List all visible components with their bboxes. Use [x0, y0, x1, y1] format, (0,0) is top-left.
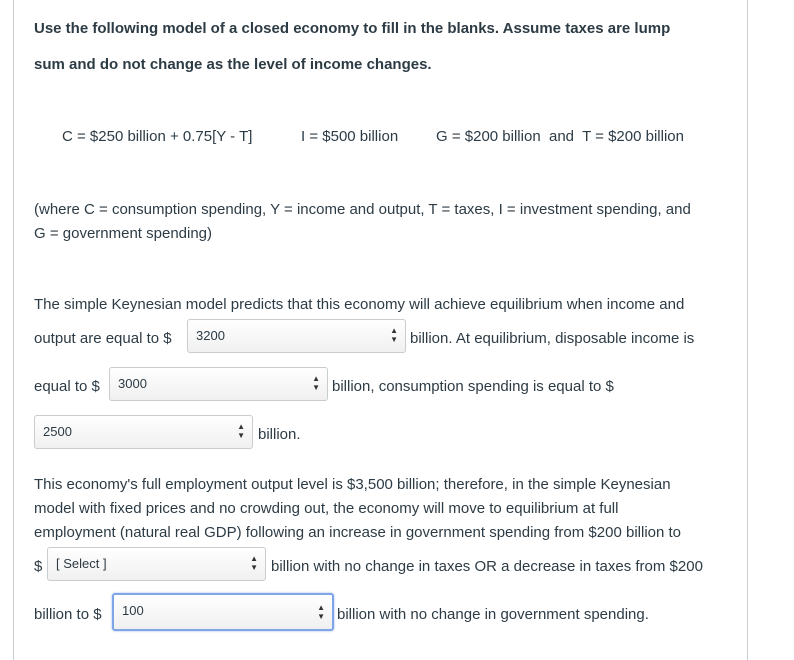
select-arrows-icon: ▲ ▼ — [237, 422, 245, 440]
intro-line-2: sum and do not change as the level of income changes. — [34, 56, 432, 73]
model-consumption: C = $250 billion + 0.75[Y - T] — [62, 128, 253, 145]
paragraph2-line-5b: billion with no change in government spending. — [337, 606, 649, 623]
select-arrows-icon: ▲ ▼ — [312, 374, 320, 392]
consumption-select[interactable] — [34, 415, 253, 449]
model-investment: I = $500 billion — [301, 128, 399, 145]
intro-line-1: Use the following model of a closed economy to fill in the blanks. Assume taxes are lump — [34, 20, 671, 37]
paragraph1-line-3b: billion, consumption spending is equal to $ — [332, 378, 614, 395]
paragraph2-line-5a: billion to $ — [34, 606, 102, 623]
taxes-select[interactable] — [112, 593, 334, 631]
taxes-value: 100 — [122, 603, 144, 618]
paragraph2-line-2: model with fixed prices and no crowding out, the economy will move to equilibrium at full — [34, 500, 619, 517]
disposable-income-select[interactable] — [109, 367, 328, 401]
consumption-value: 2500 — [43, 424, 72, 439]
disposable-income-value: 3000 — [118, 376, 147, 391]
equilibrium-output-select[interactable] — [187, 319, 406, 353]
select-arrows-icon: ▲ ▼ — [250, 554, 258, 572]
select-arrows-icon: ▲ ▼ — [317, 603, 325, 621]
paragraph2-line-4b: billion with no change in taxes OR a decrease in taxes from $200 — [271, 558, 703, 575]
definitions-line-1: (where C = consumption spending, Y = income and output, T = taxes, I = investment spending, and — [34, 201, 691, 218]
paragraph1-line-4: billion. — [258, 426, 301, 443]
paragraph1-line-2a: output are equal to $ — [34, 330, 172, 347]
equilibrium-output-value: 3200 — [196, 328, 225, 343]
paragraph2-line-4a: $ — [34, 558, 43, 575]
paragraph1-line-2b: billion. At equilibrium, disposable income is — [410, 330, 695, 347]
government-spending-value: [ Select ] — [56, 556, 107, 571]
model-government-taxes: G = $200 billion and T = $200 billion — [436, 128, 684, 145]
select-arrows-icon: ▲ ▼ — [390, 326, 398, 344]
paragraph2-line-3: employment (natural real GDP) following an increase in government spending from $200 billion to — [34, 524, 682, 541]
paragraph2-line-1: This economy's full employment output level is $3,500 billion; therefore, in the simple Keynesian — [34, 476, 671, 493]
definitions-line-2: G = government spending) — [34, 225, 213, 242]
paragraph1-line-3a: equal to $ — [34, 378, 100, 395]
government-spending-select[interactable] — [47, 547, 266, 581]
paragraph1-line-1: The simple Keynesian model predicts that this economy will achieve equilibrium when income and — [34, 296, 685, 313]
